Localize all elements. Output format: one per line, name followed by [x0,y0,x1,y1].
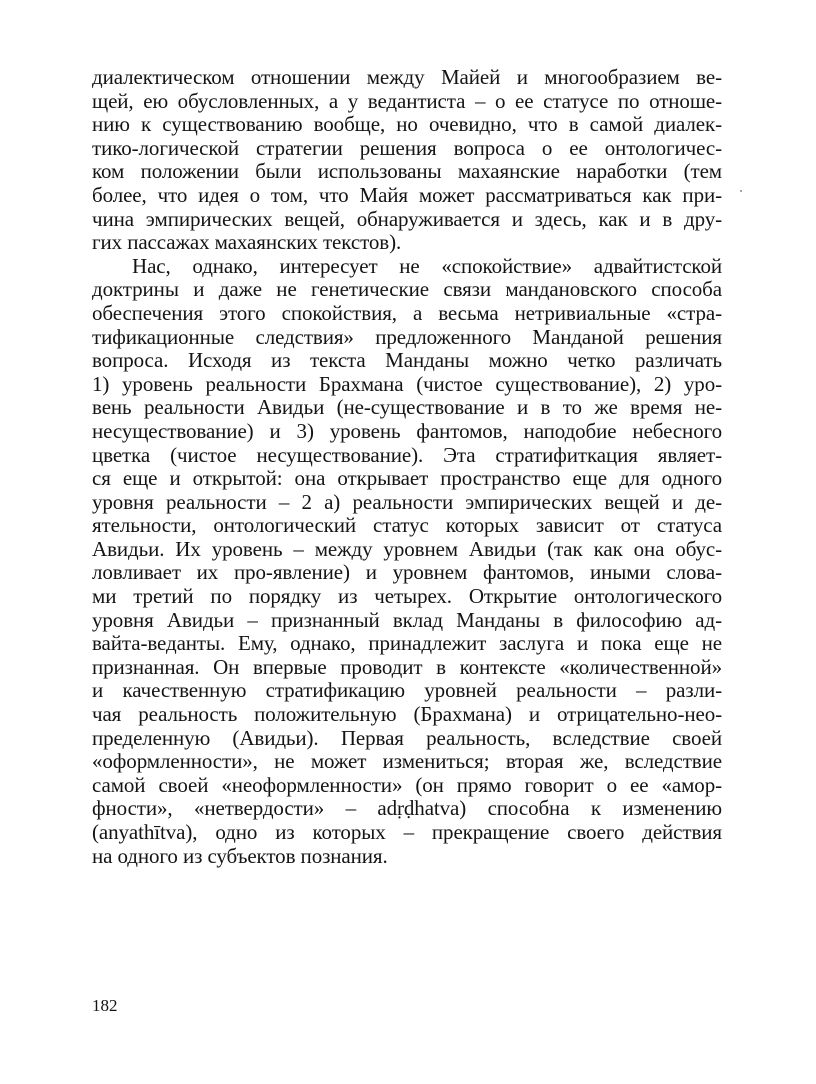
text-line: уровня Авидьи – признанный вклад Манданы в философию ад- [92,607,722,632]
text-line: уровня реальности – 2 а) реальности эмпирических вещей и де- [92,489,722,514]
text-line: фности», «нетвердости» – adṛḍhatva) способна к изменению [92,796,722,821]
text-line: гих пассажах махаянских текстов). [92,230,402,255]
text-line: ятельности, онтологический статус которых зависит от статуса [92,513,722,538]
text-line: вайта-веданты. Ему, однако, принадлежит заслуга и пока еще не [92,631,722,656]
text-line: вопроса. Исходя из текста Манданы можно четко различать [92,348,722,373]
text-line: ловливает их про-явление) и уровнем фантомов, иными слова- [92,560,722,585]
page-number: 182 [92,996,118,1015]
text-line: цветка (чистое несуществование). Эта стратифиткация являет- [92,442,722,467]
text-line: ми третий по порядку из четырех. Открытие онтологического [92,584,722,609]
text-line: нию к существованию вообще, но очевидно, что в самой диалек- [92,112,722,137]
text-line: ся еще и открытой: она открывает пространство еще для одного [92,466,722,491]
text-line: (anyathītva), одно из которых – прекращение своего действия [92,820,722,844]
text-line: щей, ею обусловленных, а у ведантиста – о ее статусе по отноше- [92,88,722,113]
text-line: диалектическом отношении между Майей и многообразием ве- [92,65,722,89]
text-line: пределенную (Авидьи). Первая реальность, вследствие своей [92,725,722,750]
paragraph-1 [92,66,722,255]
text-line: Нас, однако, интересует не «спокойствие» адвайтистской [132,253,722,278]
text-line: Авидьи. Их уровень – между уровнем Авидьи (так как она обус- [92,536,722,561]
text-line: признанная. Он впервые проводит в контексте «количественной» [92,654,722,679]
text-line: тико-логической стратегии решения вопроса о ее онтологичес- [92,135,722,160]
body-text [92,66,722,868]
text-line: тификационные следствия» предложенного Манданой решения [92,324,722,349]
text-line: чина эмпирических вещей, обнаруживается и здесь, как и в дру- [92,206,722,231]
text-line: ком положении были использованы махаянские наработки (тем [92,159,722,184]
text-line: 1) уровень реальности Брахмана (чистое существование), 2) уро- [92,371,722,396]
scan-speck [740,190,742,192]
text-line: «оформленности», не может измениться; вторая же, вследствие [92,749,722,774]
text-line: несуществование) и 3) уровень фантомов, наподобие небесного [92,418,722,443]
text-line: чая реальность положительную (Брахмана) и отрицательно-нео- [92,702,722,727]
paragraph-2 [92,255,722,868]
text-line: вень реальности Авидьи (не-существование и в то же время не- [92,395,722,420]
text-line: более, что идея о том, что Майя может рассматриваться как при- [92,182,722,207]
text-line: доктрины и даже не генетические связи мандановского способа [92,277,722,302]
text-line: на одного из субъектов познания. [92,843,388,868]
text-line: обеспечения этого спокойствия, а весьма нетривиальные «стра- [92,300,722,325]
text-line: самой своей «неоформленности» (он прямо говорит о ее «амор- [92,772,722,797]
text-line: и качественную стратификацию уровней реальности – разли- [92,678,722,703]
